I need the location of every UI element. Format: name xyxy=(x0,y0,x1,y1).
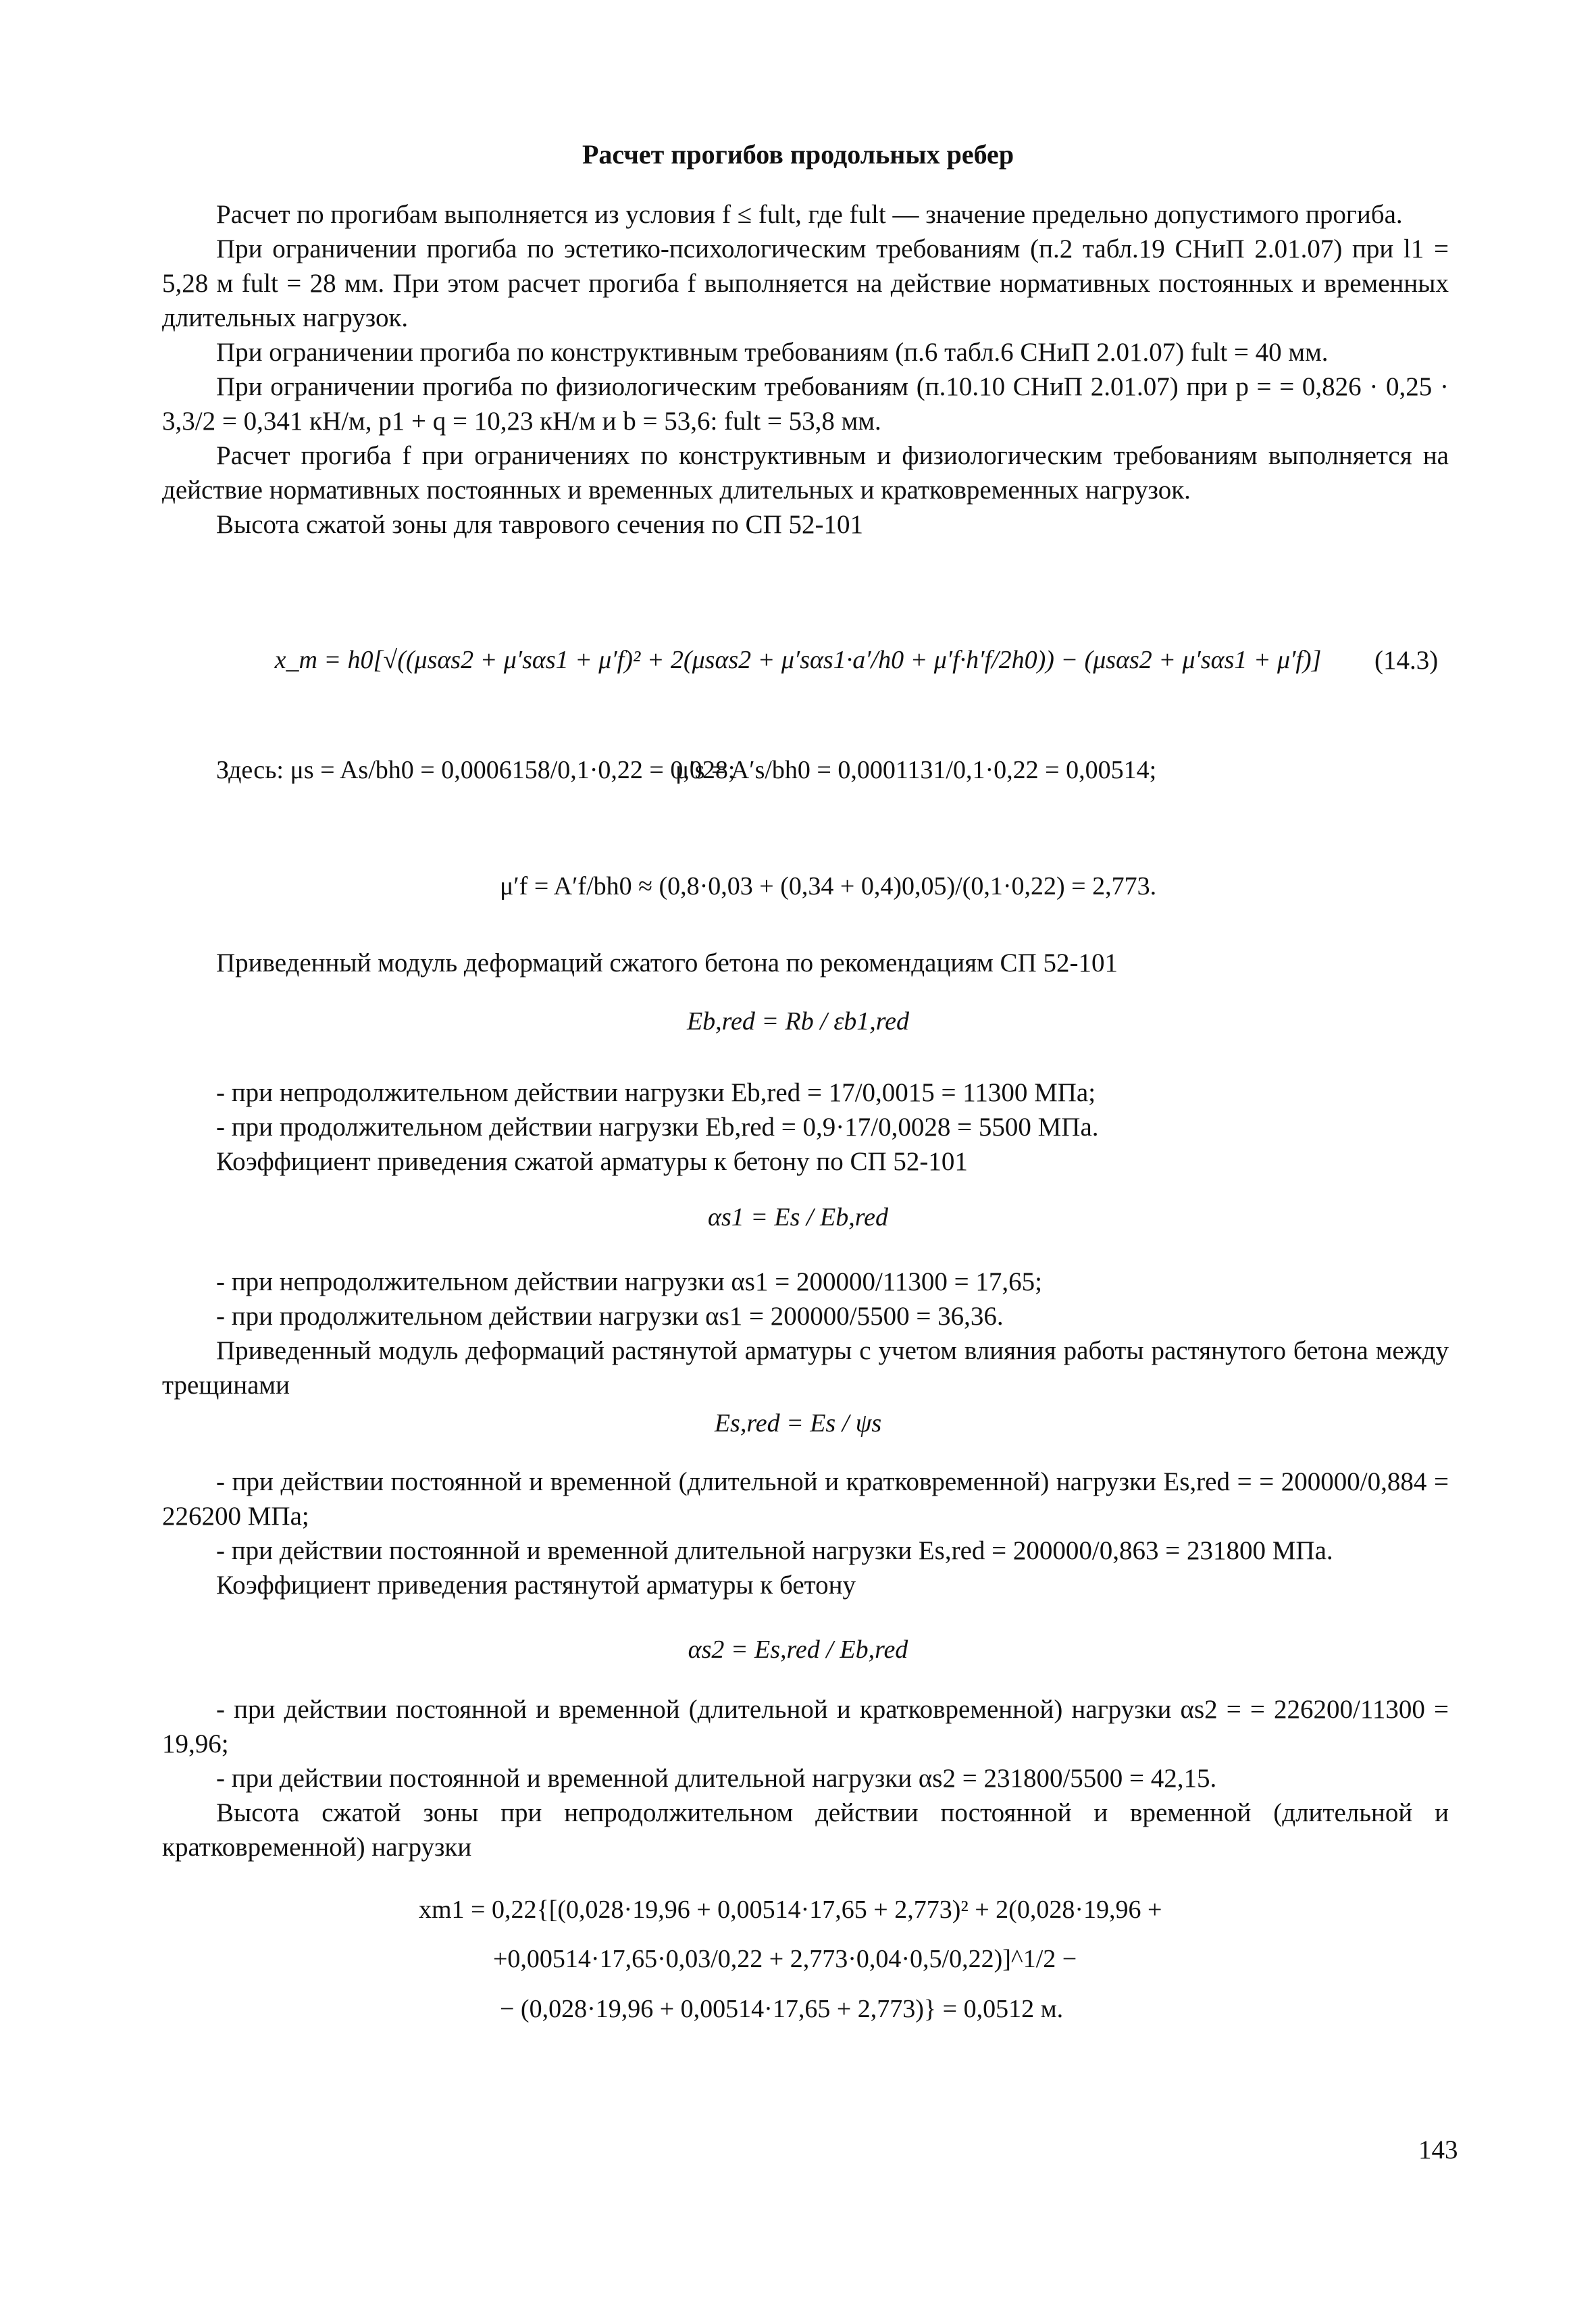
paragraph-condition: Расчет по прогибам выполняется из условия f ≤ fult, где fult — значение предельно допустимого прогиба. xyxy=(216,200,1403,229)
paragraph-deflection-calc: Расчет прогиба f при ограничениях по конструктивным и физиологическим требованиям выполняется на действие нормативных постоянных и временных длительных и кратковременных нагрузок. xyxy=(162,441,1449,505)
paragraph-alpha-s1-short: - при непродолжительном действии нагрузки αs1 = 200000/11300 = 17,65; xyxy=(216,1267,1042,1296)
eb-red-values-block xyxy=(162,1075,1449,1179)
paragraph-alpha-s2-long: - при действии постоянной и временной длительной нагрузки αs2 = 231800/5500 = 42,15. xyxy=(216,1764,1217,1793)
paragraph-es-red-total: - при действии постоянной и временной (длительной и кратковременной) нагрузки Es,red = = 200000/0,884 = 226200 МПа; xyxy=(162,1467,1449,1531)
paragraph-eb-red-long: - при продолжительном действии нагрузки Eb,red = 0,9·17/0,0028 = 5500 МПа. xyxy=(216,1113,1099,1142)
paragraph-physiological-limit: При ограничении прогиба по физиологическим требованиям (п.10.10 СНиП 2.01.07) при p = = 0,826 · 0,25 · 3,3/2 = 0,341 кН/м, p1 + q = 10,23 кН/м и b = 53,6: fult = 53,8 мм. xyxy=(162,372,1449,436)
page-number: 143 xyxy=(1418,2135,1458,2164)
paragraph-constructive-limit: При ограничении прогиба по конструктивным требованиям (п.6 табл.6 СНиП 2.01.07) fult = 40 мм. xyxy=(216,338,1329,367)
paragraph-alpha-s2-intro: Коэффициент приведения растянутой арматуры к бетону xyxy=(216,1571,856,1600)
formula-eb-red: Eb,red = Rb / εb1,red xyxy=(686,1007,910,1036)
formula-mu-s-prime: μ′s = A′s/bh0 = 0,0001131/0,1·0,22 = 0,00514; xyxy=(675,756,1157,784)
paragraph-eb-red-intro: Приведенный модуль деформаций сжатого бетона по рекомендациям СП 52-101 xyxy=(216,948,1118,977)
intro-text-block xyxy=(162,197,1449,542)
equation-number: (14.3) xyxy=(1374,646,1439,675)
formula-xm: x_m = h0[√((μsαs2 + μ′sαs1 + μ′f)² + 2(μsαs2 + μ′sαs1·a′/h0 + μ′f·h′f/2h0)) − (μsαs2 + μ′sαs1 + μ′f)] xyxy=(274,646,1322,674)
paragraph-es-red-intro: Приведенный модуль деформаций растянутой арматуры с учетом влияния работы растянутого бетона между трещинами xyxy=(162,1336,1449,1400)
formula-alpha-s1: αs1 = Es / Eb,red xyxy=(708,1203,888,1231)
formula-es-red: Es,red = Es / ψs xyxy=(714,1409,882,1438)
paragraph-es-red-long: - при действии постоянной и временной длительной нагрузки Es,red = 200000/0,863 = 231800 МПа. xyxy=(216,1536,1333,1565)
paragraph-xm1-intro: Высота сжатой зоны при непродолжительном действии постоянной и временной (длительной и кратковременной) нагрузки xyxy=(162,1798,1449,1862)
eb-red-block xyxy=(162,946,1449,980)
es-red-values-block xyxy=(162,1465,1449,1602)
paragraph-aesthetic-limit: При ограничении прогиба по эстетико-психологическим требованиям (п.2 табл.19 СНиП 2.01.07) при l1 = 5,28 м fult = 28 мм. При этом расчет прогиба f выполняется на действие нормативных постоянных и временных длительных нагрузок. xyxy=(162,234,1449,332)
formula-xm1-line1: xm1 = 0,22{[(0,028·19,96 + 0,00514·17,65 + 2,773)² + 2(0,028·19,96 + xyxy=(419,1896,1162,1924)
paragraph-alpha-s1-intro: Коэффициент приведения сжатой арматуры к бетону по СП 52-101 xyxy=(216,1147,968,1176)
formula-xm1-line3: − (0,028·19,96 + 0,00514·17,65 + 2,773)} = 0,0512 м. xyxy=(500,1995,1064,2023)
alpha-s1-values-block xyxy=(162,1265,1449,1402)
formula-xm1-line2: +0,00514·17,65·0,03/0,22 + 2,773·0,04·0,5/0,22)]^1/2 − xyxy=(493,1945,1077,1973)
section-title: Расчет прогибов продольных ребер xyxy=(582,139,1014,170)
alpha-s2-values-block xyxy=(162,1692,1449,1864)
paragraph-alpha-s2-total: - при действии постоянной и временной (длительной и кратковременной) нагрузки αs2 = = 226200/11300 = 19,96; xyxy=(162,1695,1449,1758)
formula-mu-s: Здесь: μs = As/bh0 = 0,0006158/0,1·0,22 = 0,028; xyxy=(216,756,736,784)
paragraph-alpha-s1-long: - при продолжительном действии нагрузки αs1 = 200000/5500 = 36,36. xyxy=(216,1302,1004,1331)
formula-alpha-s2: αs2 = Es,red / Eb,red xyxy=(688,1635,908,1664)
paragraph-compressed-zone-intro: Высота сжатой зоны для таврового сечения по СП 52-101 xyxy=(216,510,863,539)
formula-mu-f-prime: μ′f = A′f/bh0 ≈ (0,8·0,03 + (0,34 + 0,4)0,05)/(0,1·0,22) = 2,773. xyxy=(500,872,1157,900)
paragraph-eb-red-short: - при непродолжительном действии нагрузки Eb,red = 17/0,0015 = 11300 МПа; xyxy=(216,1078,1096,1107)
